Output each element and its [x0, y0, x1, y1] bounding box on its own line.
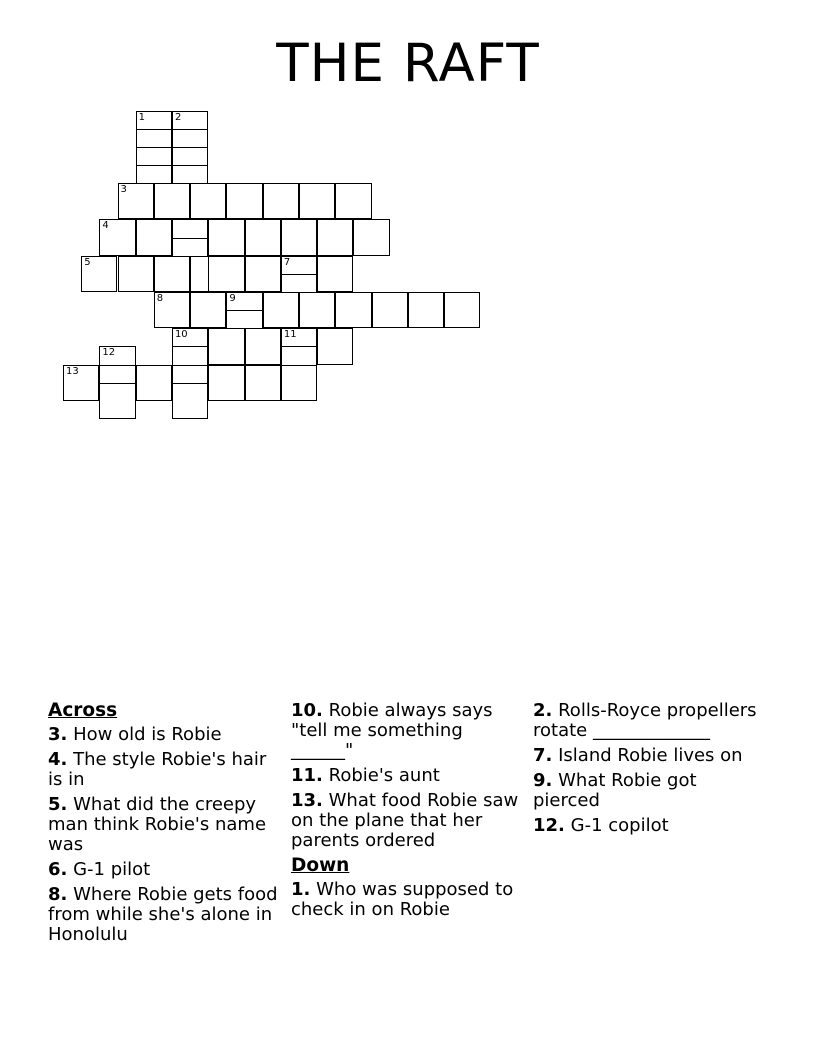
grid-cell[interactable]: [136, 365, 172, 401]
cell-number: 12: [102, 347, 116, 359]
grid-cell[interactable]: [154, 183, 190, 219]
grid-cell[interactable]: [118, 183, 154, 219]
cell-number: 7: [283, 256, 291, 268]
grid-cell[interactable]: [353, 219, 389, 255]
grid-cell[interactable]: [208, 256, 244, 292]
clue-across-11: 11. Robie's aunt: [291, 765, 440, 786]
cell-number: 4: [102, 220, 109, 232]
clue-down-2: 2. Rolls-Royce propellers rotate _____________: [533, 700, 757, 741]
grid-cell[interactable]: [99, 383, 135, 419]
grid-cell[interactable]: [335, 183, 371, 219]
grid-cell[interactable]: [208, 328, 244, 364]
grid-cell[interactable]: [154, 256, 190, 292]
grid-cell[interactable]: [154, 292, 190, 328]
cell-number: 10: [174, 329, 188, 341]
grid-cell[interactable]: [263, 292, 299, 328]
cell-number: 2: [174, 111, 182, 123]
grid-cell[interactable]: [263, 183, 299, 219]
clue-across-4: 4. The style Robie's hair is in: [48, 749, 267, 790]
grid-cell[interactable]: [281, 365, 317, 401]
cell-number: 8: [156, 293, 164, 304]
grid-cell[interactable]: [299, 183, 335, 219]
grid-cell[interactable]: [245, 328, 281, 364]
clue-column-3: [533, 701, 768, 841]
clue-across-10: 10. Robie always says "tell me something ______": [291, 700, 493, 761]
grid-cell[interactable]: [190, 292, 226, 328]
clue-across-5: 5. What did the creepy man think Robie's name was: [48, 794, 267, 855]
clue-column-2: [291, 701, 526, 925]
grid-cell[interactable]: [317, 328, 353, 364]
grid-cell[interactable]: [372, 292, 408, 328]
cell-number: 3: [120, 184, 127, 196]
grid-cell[interactable]: [245, 219, 281, 255]
cell-number: 1: [138, 111, 146, 123]
grid-cell[interactable]: [226, 183, 262, 219]
grid-cell[interactable]: [408, 292, 444, 328]
clue-across-6: 6. G-1 pilot: [48, 859, 151, 880]
grid-cell[interactable]: [208, 365, 244, 401]
grid-cell[interactable]: [317, 219, 353, 255]
across-heading: Across: [48, 700, 118, 721]
grid-cell[interactable]: [99, 219, 135, 255]
grid-cell[interactable]: [81, 256, 117, 292]
grid-cell[interactable]: [172, 383, 208, 419]
grid-cell[interactable]: [335, 292, 371, 328]
cell-number: 9: [229, 293, 236, 304]
clue-across-3: 3. How old is Robie: [48, 724, 222, 745]
cell-number: 5: [84, 256, 91, 268]
grid-cell[interactable]: [281, 219, 317, 255]
grid-cell[interactable]: [63, 365, 99, 401]
clue-down-1: 1. Who was supposed to check in on Robie: [291, 879, 514, 920]
grid-cell[interactable]: [444, 292, 480, 328]
clue-across-13: 13. What food Robie saw on the plane that her parents ordered: [291, 790, 519, 851]
grid-cell[interactable]: [299, 292, 335, 328]
cell-number: 13: [66, 365, 79, 377]
clue-column-1: [48, 701, 283, 950]
cell-number: 11: [283, 329, 297, 341]
puzzle-title: THE RAFT: [276, 33, 540, 94]
grid-cell[interactable]: [136, 219, 172, 255]
grid-cell[interactable]: [190, 183, 226, 219]
grid-cell[interactable]: [208, 219, 244, 255]
clue-across-8: 8. Where Robie gets food from while she's alone in Honolulu: [48, 884, 278, 945]
grid-cell[interactable]: [118, 256, 154, 292]
grid-cell[interactable]: [317, 256, 353, 292]
grid-cell[interactable]: [245, 256, 281, 292]
grid-cell[interactable]: [245, 365, 281, 401]
clue-down-9: 9. What Robie got pierced: [533, 770, 697, 811]
down-heading: Down: [291, 855, 350, 876]
clue-down-7: 7. Island Robie lives on: [533, 745, 743, 766]
clue-down-12: 12. G-1 copilot: [533, 815, 669, 836]
